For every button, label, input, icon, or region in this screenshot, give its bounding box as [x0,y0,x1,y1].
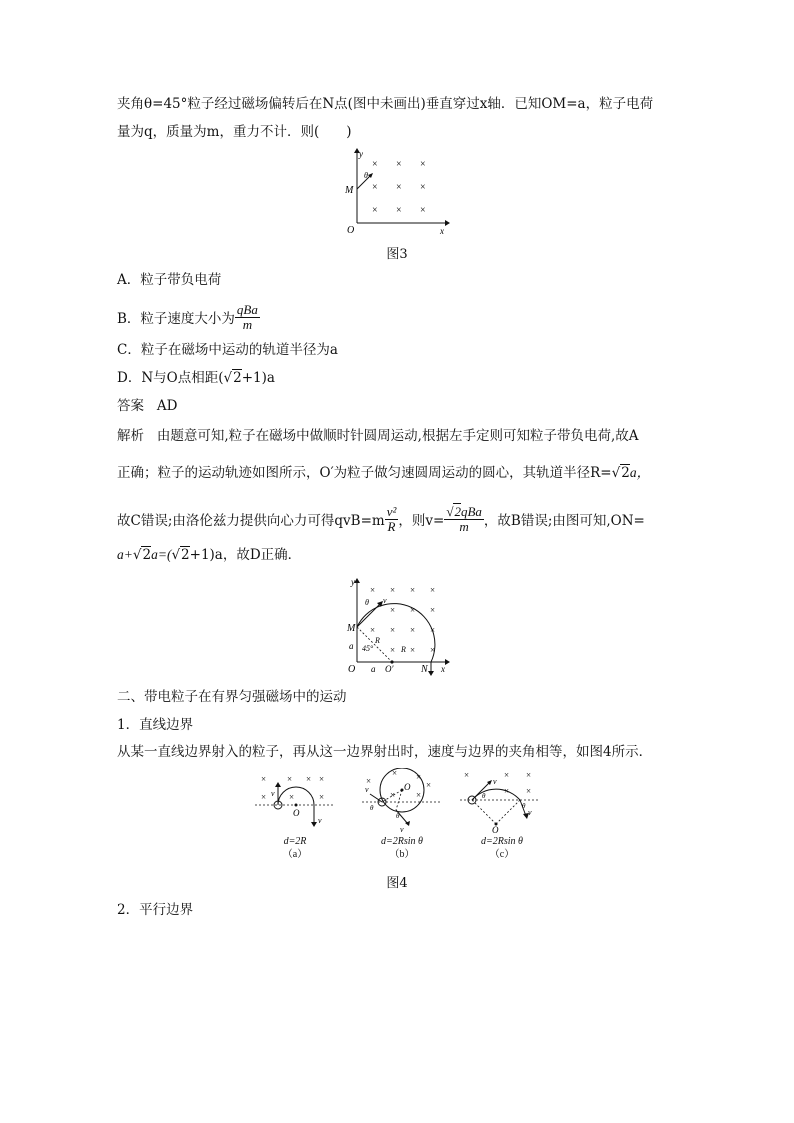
intro-line-2: 量为q，质量为m，重力不计．则( ) [117,124,352,140]
fig4a-formula: d=2R [283,836,307,847]
figA-y-label: y [351,577,355,587]
analysis-root-2: 2 [621,465,630,481]
svg-text:×: × [430,645,436,655]
fig3-m-label: M [345,185,354,196]
analysis-frac2-root: 2 [454,504,461,519]
svg-text:×: × [390,625,396,635]
fig4b-formula: d=2Rsin θ [381,836,423,847]
figA-r2-label: R [401,645,406,654]
analysis-text-1: 由题意可知,粒子在磁场中做顺时针圆周运动,根据左手定则可知粒子带负电荷,故A [156,428,639,444]
option-d-root: 2 [233,370,242,386]
fig4b-tag: （b） [389,849,415,860]
fig4b-v-bottom: v [400,825,404,833]
fig3-o-label: O [347,225,355,235]
option-b-numerator: qBa [236,302,258,317]
svg-text:×: × [410,605,416,615]
figA-a1-label: a [349,641,354,651]
option-b-denominator: m [242,317,253,332]
fig4b-v-top: v [365,785,369,794]
figA-angle-label: 45° [362,644,374,653]
analysis-root-4b: 2 [181,547,190,563]
fig4c-v-top: v [493,777,497,786]
analysis-frac1-num: v² [386,504,397,519]
figA-o-label: O [348,664,356,675]
figA-m-label: M [347,623,356,634]
figure-4a [255,770,335,835]
svg-text:×: × [289,792,295,802]
subsection-1: 1．直线边界 [117,717,194,733]
analysis-line-4: a+√2a=(√2+1)a，故D正确． [117,547,302,563]
analysis-text-2a: 正确；粒子的运动轨迹如图所示，O′为粒子做匀速圆周运动的圆心，其轨道半径R= [117,465,612,481]
fig4c-o-label: O [492,825,499,833]
analysis-label: 解析 [117,428,144,444]
subsection-2: 2．平行边界 [117,902,194,918]
figA-v-label: v [383,596,387,605]
svg-text:×: × [370,585,376,595]
svg-text:×: × [426,780,432,790]
fig4c-theta-1: θ [482,792,486,800]
svg-text:×: × [319,774,325,784]
svg-text:×: × [319,792,325,802]
option-b-text: B．粒子速度大小为 [117,311,235,327]
fig3-x-label: x [440,226,444,235]
analysis-text-4c: +1)a，故D正确． [189,547,302,563]
fig3-y-label: y [359,149,363,159]
svg-text:×: × [372,159,378,170]
svg-text:×: × [430,625,436,635]
svg-text:×: × [392,768,398,778]
figure-4c [460,768,540,833]
option-d-suffix: +1)a [241,370,275,386]
svg-text:×: × [261,792,267,802]
analysis-text-4b: a=( [151,547,172,562]
fig4c-formula: d=2Rsin θ [481,836,523,847]
svg-text:×: × [410,645,416,655]
option-a: A．粒子带负电荷 [117,272,222,288]
fig4c-v-bottom: v [528,808,532,817]
svg-text:×: × [504,770,510,780]
fig4b-o-label: O [404,782,411,792]
svg-text:×: × [390,585,396,595]
figA-theta-label: θ [365,598,369,607]
svg-text:×: × [287,774,293,784]
analysis-line-1 [117,426,639,446]
svg-text:×: × [526,770,532,780]
svg-text:×: × [261,774,267,784]
option-b [117,303,260,332]
figure-answer-trajectory [345,575,455,677]
svg-text:×: × [390,605,396,615]
analysis-root-4a: 2 [142,547,152,563]
analysis-line-2: 正确；粒子的运动轨迹如图所示，O′为粒子做匀速圆周运动的圆心，其轨道半径R=√2a， [117,465,651,481]
figA-n-label: N [421,664,428,675]
svg-text:×: × [396,159,402,170]
analysis-frac1-den: R [387,519,396,534]
analysis-line-3: 故C错误;由洛伦兹力提供向心力可得qvB=m $\frac{\text{v²}}{R}$ ，则v= $\frac{\text{√2qBa}}{m}$ ，故B错误;由图可知,ON= [117,504,645,534]
svg-text:×: × [366,776,372,786]
fig3-theta-label: θ [364,171,368,180]
svg-text:×: × [526,786,532,796]
fig4-caption: 图4 [386,876,408,891]
svg-text:×: × [504,786,510,796]
analysis-text-3a: 故C错误;由洛伦兹力提供向心力可得qvB=m [117,513,385,529]
analysis-frac2-den: m [459,519,469,534]
figure-3 [345,145,455,235]
answer-value: AD [156,398,178,414]
figA-oprime-label: O′ [385,664,394,674]
svg-text:×: × [390,645,396,655]
fig3-crosses [372,159,426,216]
option-c: C．粒子在磁场中运动的轨道半径为a [117,342,338,358]
analysis-text-2b: a， [629,465,651,480]
svg-text:×: × [370,625,376,635]
svg-text:×: × [372,205,378,216]
svg-text:×: × [420,182,426,193]
svg-text:×: × [372,182,378,193]
fig4b-theta-2: θ [396,812,400,820]
answer [117,396,177,416]
option-d-text: D．N与O点相距( [117,370,224,386]
svg-text:×: × [416,790,422,800]
figA-x-label: x [441,664,445,674]
figA-r1-label: R [375,636,380,645]
svg-text:×: × [306,774,312,784]
fig3-caption: 图3 [386,247,408,262]
svg-text:×: × [420,205,426,216]
svg-text:×: × [430,605,436,615]
fig4c-theta-2: θ [522,802,526,810]
svg-text:×: × [430,585,436,595]
figA-a2-label: a [371,664,376,674]
svg-text:×: × [396,182,402,193]
svg-text:×: × [396,205,402,216]
fig4a-tag: （a） [282,849,308,860]
analysis-text-4a: a+ [117,547,133,562]
fig4b-theta-1: θ [370,804,374,812]
svg-text:×: × [410,625,416,635]
fig4c-tag: （c） [489,849,515,860]
intro-line-1: 夹角θ=45°粒子经过磁场偏转后在N点(图中未画出)垂直穿过x轴．已知OM=a，粒子电荷 [117,96,654,112]
svg-text:×: × [420,159,426,170]
svg-text:×: × [464,770,470,780]
fig4a-v-bottom: v [318,816,322,825]
analysis-text-3c: ，故B错误;由图可知,ON= [483,513,645,529]
figure-4b [362,768,442,833]
svg-text:×: × [390,790,396,800]
section-text-1: 从某一直线边界射入的粒子，再从这一边界射出时，速度与边界的夹角相等，如图4所示． [117,744,653,760]
option-d: D．N与O点相距(√2+1)a [117,370,275,386]
section-heading: 二、带电粒子在有界匀强磁场中的运动 [117,689,347,705]
answer-label: 答案 [117,398,144,414]
fig4a-v-top: v [271,789,275,798]
svg-text:×: × [416,772,422,782]
analysis-frac2-num: qBa [460,504,482,519]
analysis-text-3b: ，则v= [398,513,445,529]
svg-text:×: × [410,585,416,595]
fig4a-o-label: O [293,808,300,818]
